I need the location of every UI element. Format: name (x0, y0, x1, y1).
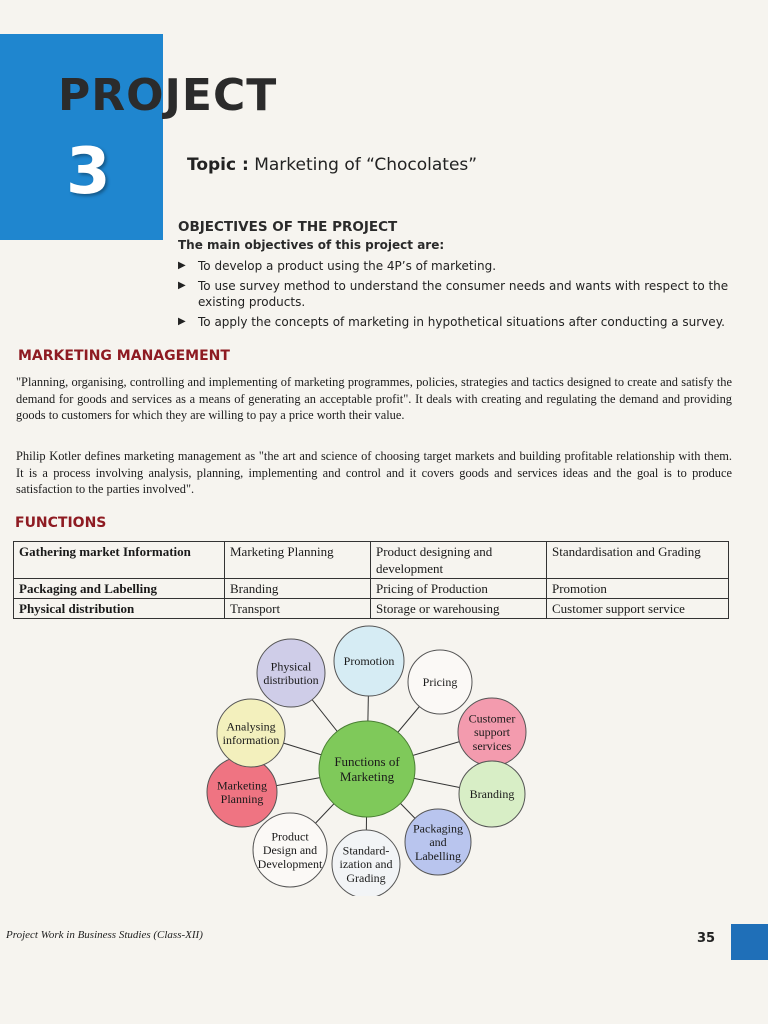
definition-paragraph: "Planning, organising, controlling and implementing of marketing programmes, policies, strategies and tactics designed to create and satisfy the demand for goods and services as a means of generating an acceptable profit". It deals with creating and regulating the demand and providing goods to customers for which they are willing to pay a price worth their value. (16, 375, 732, 423)
table-cell: Transport (225, 599, 371, 619)
svg-text:Pricing: Pricing (422, 675, 458, 690)
svg-text:distribution: distribution (263, 673, 319, 688)
topic-label: Topic : (187, 155, 249, 175)
topic-text: Marketing of “Chocolates” (254, 155, 478, 175)
diagram-node (217, 699, 285, 767)
table-cell: Packaging and Labelling (14, 579, 225, 599)
bullet-arrow-icon: ▶ (178, 280, 186, 291)
svg-text:support: support (474, 725, 510, 740)
diagram-node (459, 761, 525, 827)
svg-text:Product: Product (271, 829, 309, 844)
page-number: 35 (697, 931, 716, 946)
table-cell: Customer support service (547, 599, 729, 619)
objectives-intro: The main objectives of this project are: (178, 238, 445, 252)
svg-text:Development: Development (257, 857, 323, 871)
page-tab-marker (731, 924, 768, 960)
table-cell: Promotion (547, 579, 729, 599)
kotler-paragraph: Philip Kotler defines marketing management as "the art and science of choosing target markets and building profitable relationship with them. It is a process involving analysis, planning, implementing and control and it covers goods and services ideas and the goal is to produce satisfaction to the parties involved". (16, 449, 732, 497)
diagram-node (207, 757, 277, 827)
functions-of-marketing-diagram (200, 624, 540, 896)
functions-table (13, 541, 729, 619)
svg-text:Marketing: Marketing (217, 778, 267, 793)
svg-text:Physical: Physical (270, 659, 312, 674)
table-row (14, 579, 729, 599)
diagram-node (332, 830, 400, 896)
table-row (14, 542, 729, 579)
svg-text:Labelling: Labelling (415, 849, 461, 863)
topic-line (187, 155, 477, 175)
svg-text:Branding: Branding (469, 787, 515, 802)
diagram-node (405, 809, 471, 875)
diagram-node (458, 698, 526, 766)
project-number: 3 (66, 135, 111, 209)
svg-text:information: information (222, 733, 280, 748)
svg-text:Planning: Planning (220, 792, 264, 807)
footer-book-title: Project Work in Business Studies (Class-XII) (6, 929, 203, 941)
svg-text:Standard-: Standard- (342, 843, 390, 858)
svg-text:Customer: Customer (468, 711, 516, 726)
list-item: ▶ To apply the concepts of marketing in hypothetical situations after conducting a survey. (178, 315, 725, 329)
bullet-arrow-icon: ▶ (178, 260, 186, 271)
svg-text:services: services (472, 739, 512, 753)
diagram-node (257, 639, 325, 707)
table-cell: Standardisation and Grading (547, 542, 729, 579)
svg-text:Marketing: Marketing (339, 769, 395, 785)
table-row (14, 599, 729, 619)
table-cell: Storage or warehousing (371, 599, 547, 619)
table-cell: Gathering market Information (14, 542, 225, 579)
list-item: ▶ To develop a product using the 4P’s of marketing. (178, 259, 497, 273)
svg-text:Packaging: Packaging (413, 821, 463, 836)
table-cell: Branding (225, 579, 371, 599)
table-cell: Pricing of Production (371, 579, 547, 599)
table-cell: Marketing Planning (225, 542, 371, 579)
svg-text:Grading: Grading (346, 871, 386, 885)
svg-text:Analysing: Analysing (226, 719, 276, 734)
functions-heading: FUNCTIONS (15, 515, 107, 531)
project-title: PROJECT (58, 70, 278, 121)
diagram-center-node (319, 721, 415, 817)
svg-text:Functions of: Functions of (334, 754, 400, 770)
table-cell: Physical distribution (14, 599, 225, 619)
objectives-list (178, 258, 738, 334)
diagram-node (408, 650, 472, 714)
svg-text:ization and: ization and (339, 857, 393, 872)
svg-text:and: and (429, 835, 447, 850)
list-item: ▶ To use survey method to understand the consumer needs and wants with respect to the existing products. (178, 279, 729, 309)
table-cell: Product designing and development (371, 542, 547, 579)
diagram-node (253, 813, 327, 887)
objectives-title: OBJECTIVES OF THE PROJECT (178, 219, 398, 235)
marketing-management-heading: MARKETING MANAGEMENT (18, 348, 230, 364)
bullet-arrow-icon: ▶ (178, 316, 186, 327)
svg-text:Design and: Design and (262, 843, 318, 858)
svg-text:Promotion: Promotion (343, 654, 395, 669)
diagram-node (334, 626, 404, 696)
